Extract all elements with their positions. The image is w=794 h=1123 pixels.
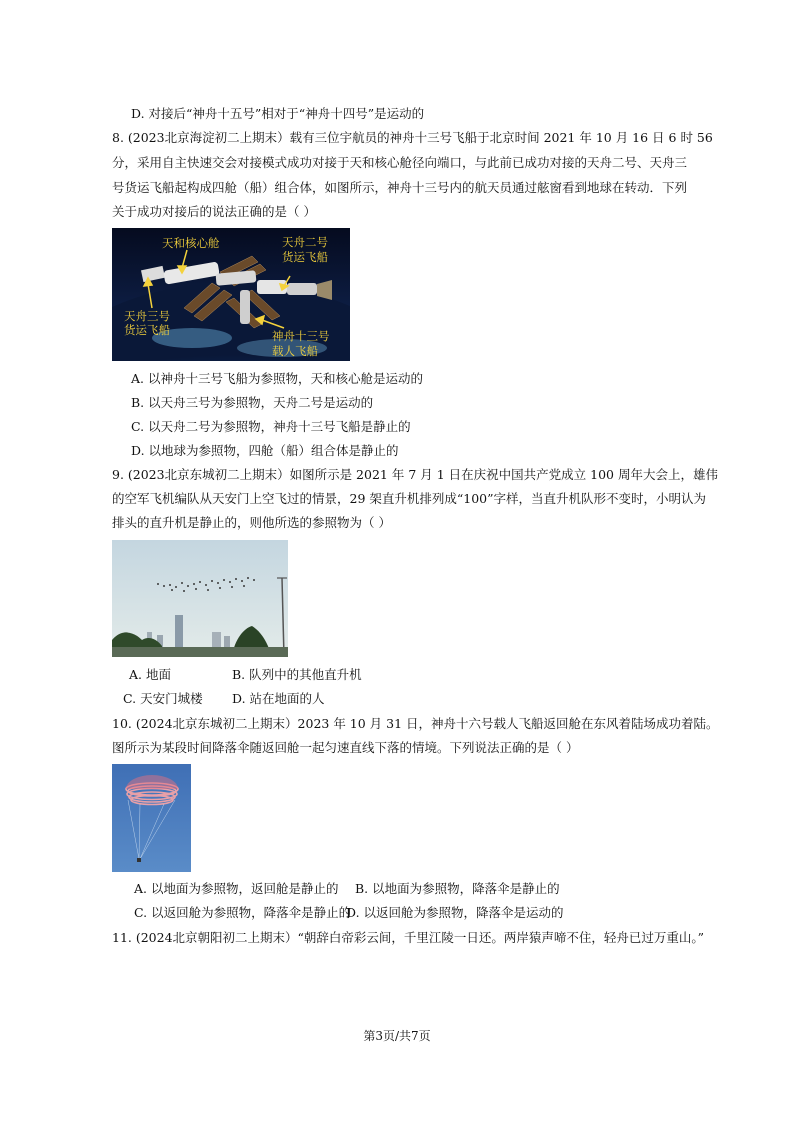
q10-option-b: B. 以地面为参照物，降落伞是静止的: [355, 881, 560, 896]
parachute-figure: [112, 764, 191, 872]
label-tianzhou2-a: 天舟二号: [282, 235, 328, 249]
q8-option-d: D. 以地球为参照物，四舱（船）组合体是静止的: [131, 443, 399, 458]
q9-option-a: A. 地面: [129, 667, 171, 682]
label-shenzhou13-b: 载人飞船: [272, 344, 318, 358]
space-station-illustration: [112, 228, 350, 361]
q8-text-line-1: 8. (2023北京海淀初二上期末）载有三位宇航员的神舟十三号飞船于北京时间 2021 年 10 月 16 日 6 时 56: [112, 130, 713, 145]
q9-option-b: B. 队列中的其他直升机: [232, 667, 362, 682]
q11-text-line-1: 11. (2024北京朝阳初二上期末）“朝辞白帝彩云间，千里江陵一日还。两岸猿声啼不住，轻舟已过万重山。”: [112, 930, 705, 945]
q8-text-line-4: 关于成功对接后的说法正确的是（ ）: [112, 204, 316, 219]
q8-text-line-2: 分，采用自主快速交会对接模式成功对接于天和核心舱径向端口，与此前已成功对接的天舟二号、天舟三: [112, 155, 688, 170]
q8-option-a: A. 以神舟十三号飞船为参照物，天和核心舱是运动的: [131, 371, 423, 386]
helicopter-formation-photo: [112, 540, 288, 657]
helicopter-formation-figure: [112, 540, 288, 657]
q7-option-d: D. 对接后“神舟十五号”相对于“神舟十四号”是运动的: [131, 106, 425, 121]
q8-option-b: B. 以天舟三号为参照物，天舟二号是运动的: [131, 395, 374, 410]
q8-text-line-3: 号货运飞船起构成四舱（船）组合体，如图所示，神舟十三号内的航天员通过舷窗看到地球在转动．下列: [112, 180, 688, 195]
space-station-figure: [112, 228, 350, 361]
label-tianzhou3-a: 天舟三号: [124, 309, 170, 323]
q10-option-c: C. 以返回舱为参照物，降落伞是静止的: [134, 905, 352, 920]
q9-option-c: C. 天安门城楼: [123, 691, 203, 706]
label-tianzhou3-b: 货运飞船: [124, 323, 170, 337]
q9-text-line-2: 的空军飞机编队从天安门上空飞过的情景，29 架直升机排列成“100”字样，当直升机队形不变时，小明认为: [112, 491, 707, 506]
label-tianzhou2-b: 货运飞船: [282, 250, 328, 264]
parachute-photo: [112, 764, 191, 872]
q10-option-a: A. 以地面为参照物，返回舱是静止的: [134, 881, 339, 896]
q10-text-line-1: 10. (2024北京东城初二上期末）2023 年 10 月 31 日，神舟十六号载人飞船返回舱在东风着陆场成功着陆。: [112, 716, 719, 731]
q9-option-d: D. 站在地面的人: [232, 691, 325, 706]
q8-option-c: C. 以天舟二号为参照物，神舟十三号飞船是静止的: [131, 419, 411, 434]
q9-text-line-1: 9. (2023北京东城初二上期末）如图所示是 2021 年 7 月 1 日在庆祝中国共产党成立 100 周年大会上，雄伟: [112, 467, 718, 482]
q10-option-d: D. 以返回舱为参照物，降落伞是运动的: [346, 905, 564, 920]
label-tianhe: 天和核心舱: [162, 236, 220, 250]
q10-text-line-2: 图所示为某段时间降落伞随返回舱一起匀速直线下落的情境。下列说法正确的是（ ）: [112, 740, 579, 755]
q9-text-line-3: 排头的直升机是静止的，则他所选的参照物为（ ）: [112, 515, 391, 530]
page-footer: 第3页/共7页: [363, 1029, 431, 1043]
label-shenzhou13-a: 神舟十三号: [272, 329, 330, 343]
